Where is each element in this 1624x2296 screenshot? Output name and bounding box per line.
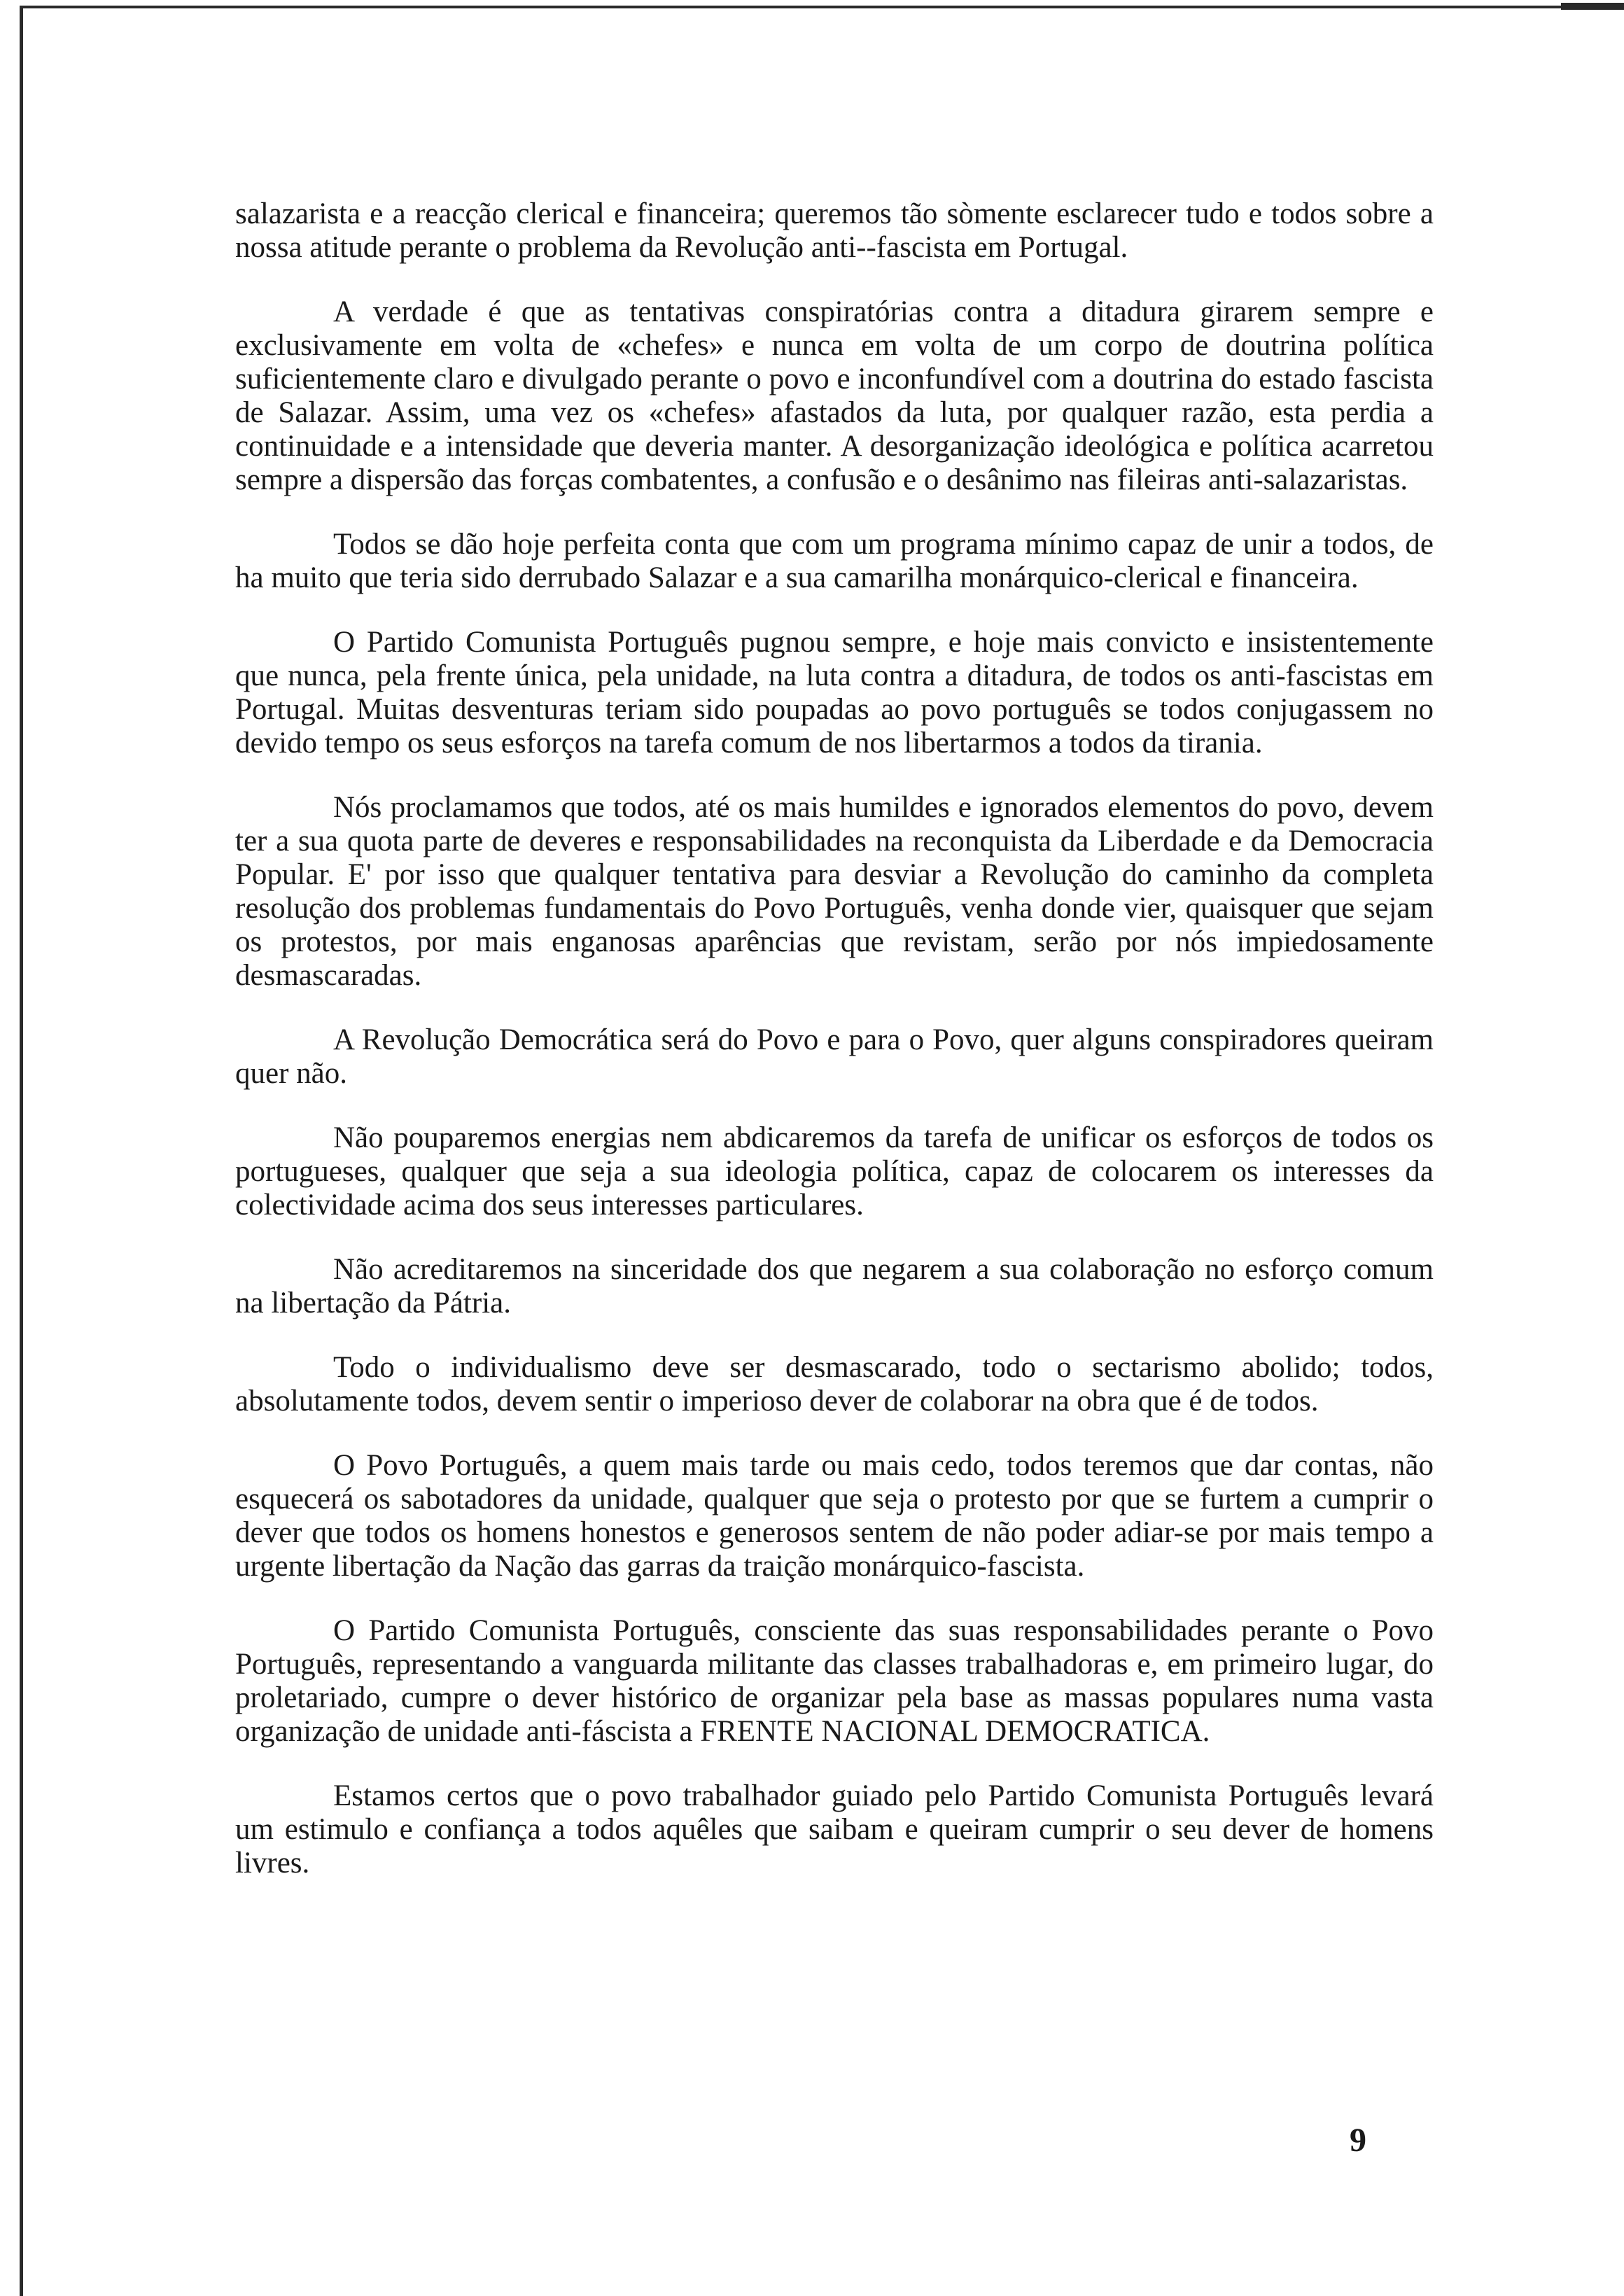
paragraph-9: Todo o individualismo deve ser desmascarado, todo o sectarismo abolido; todos, absolutamente todos, devem sentir o imperioso dever de colaborar na obra que é de todos. [235,1351,1434,1418]
paragraph-8: Não acreditaremos na sinceridade dos que negarem a sua colaboração no esforço comum na libertação da Pátria. [235,1253,1434,1320]
paragraph-3: Todos se dão hoje perfeita conta que com um programa mínimo capaz de unir a todos, de ha muito que teria sido derrubado Salazar e a sua camarilha monárquico-clerical e financeira. [235,528,1434,594]
paragraph-2: A verdade é que as tentativas conspiratórias contra a ditadura girarem sempre e exclusivamente em volta de «chefes» e nunca em volta de um corpo de doutrina política suficientemente claro e divulgado perante o povo e inconfundível com a doutrina do estado fascista de Salazar. Assim, uma vez os «chefes» afastados da luta, por qualquer razão, esta perdia a continuidade e a intensidade que deveria manter. A desorganização ideológica e política acarretou sempre a dispersão das forças combatentes, a confusão e o desânimo nas fileiras anti-salazaristas. [235,295,1434,496]
scan-edge-top [20,6,1624,8]
paragraph-10: O Povo Português, a quem mais tarde ou mais cedo, todos teremos que dar contas, não esquecerá os sabotadores da unidade, qualquer que seja o protesto por que se furtem a cumprir o dever que todos os homens honestos e generosos sentem de não poder adiar-se por mais tempo a urgente libertação da Nação das garras da traição monárquico-fascista. [235,1449,1434,1583]
body-text [235,197,1434,1911]
paragraph-12: Estamos certos que o povo trabalhador guiado pelo Partido Comunista Português levará um estimulo e confiança a todos aquêles que saibam e queiram cumprir o seu dever de homens livres. [235,1779,1434,1879]
paragraph-6: A Revolução Democrática será do Povo e para o Povo, quer alguns conspiradores queiram quer não. [235,1023,1434,1090]
paragraph-11: O Partido Comunista Português, consciente das suas responsabilidades perante o Povo Português, representando a vanguarda militante das classes trabalhadoras e, em primeiro lugar, do proletariado, cumpre o dever histórico de organizar pela base as massas populares numa vasta organização de unidade anti-fáscista a FRENTE NACIONAL DEMOCRATICA. [235,1614,1434,1748]
paragraph-4: O Partido Comunista Português pugnou sempre, e hoje mais convicto e insistentemente que nunca, pela frente única, pela unidade, na luta contra a ditadura, de todos os anti-fascistas em Portugal. Muitas desventuras teriam sido poupadas ao povo português se todos conjugassem no devido tempo os seus esforços na tarefa comum de nos libertarmos a todos da tirania. [235,626,1434,760]
scan-edge-left [20,6,23,2296]
page-number: 9 [1350,2122,1366,2159]
paragraph-7: Não pouparemos energias nem abdicaremos da tarefa de unificar os esforços de todos os portugueses, qualquer que seja a sua ideologia política, capaz de colocarem os interesses da colectividade acima dos seus interesses particulares. [235,1121,1434,1222]
paragraph-1: salazarista e a reacção clerical e financeira; queremos tão sòmente esclarecer tudo e todos sobre a nossa atitude perante o problema da Revolução anti--fascista em Portugal. [235,197,1434,264]
scan-edge-corner [1561,3,1624,10]
paragraph-5: Nós proclamamos que todos, até os mais humildes e ignorados elementos do povo, devem ter a sua quota parte de deveres e responsabilidades na reconquista da Liberdade e da Democracia Popular. E' por isso que qualquer tentativa para desviar a Revolução do caminho da completa resolução dos problemas fundamentais do Povo Português, venha donde vier, quaisquer que sejam os protestos, por mais enganosas aparências que revistam, serão por nós impiedosamente desmascaradas. [235,791,1434,992]
